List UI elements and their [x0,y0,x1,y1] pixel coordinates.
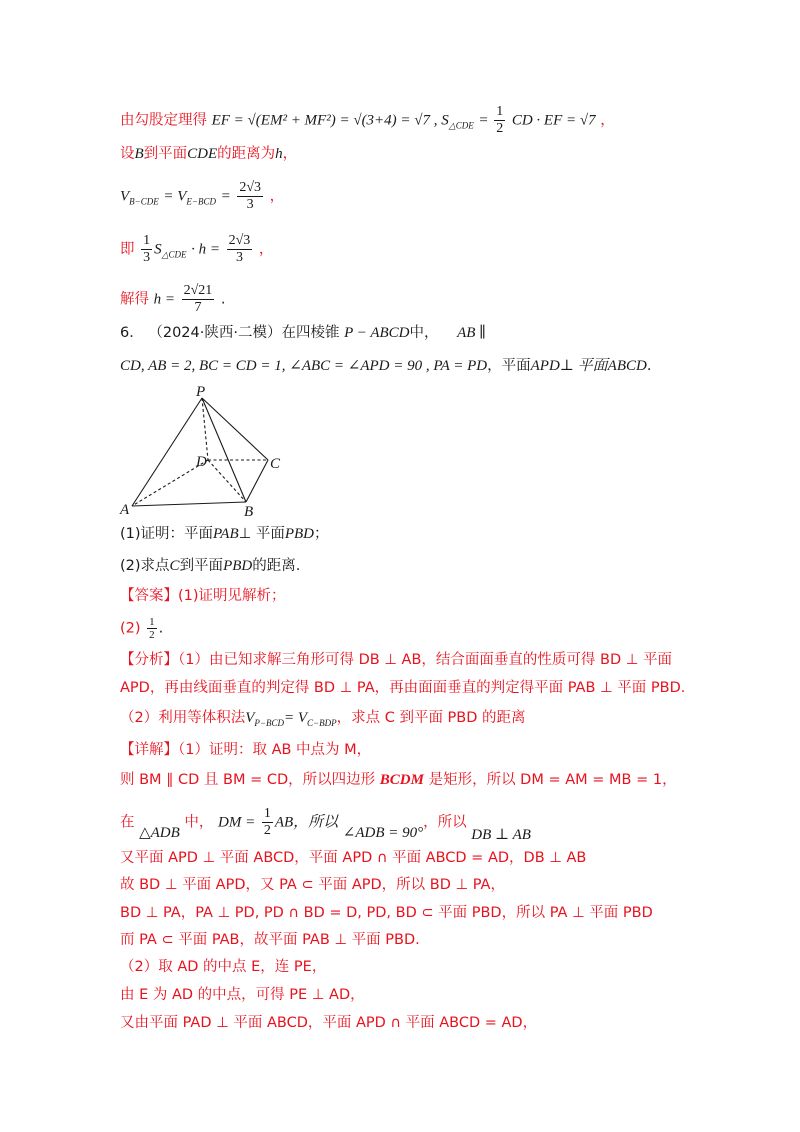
numerator: 1 [263,806,271,821]
formula: = [220,188,231,205]
conditions: CD, AB = 2, BC = CD = 1, ∠ABC = ∠APD = 90 , PA = PD [120,358,488,374]
text: 即 [120,241,135,258]
label-c: C [270,456,281,472]
text: 在 [120,814,135,831]
fraction [227,233,253,266]
problem-heading [120,323,486,343]
text: 解得 [120,291,149,308]
text: (2) [120,620,141,637]
formula: DB ⊥ AB [471,826,531,843]
plane-abcd: ABCD [607,358,647,374]
formula: · h = [191,241,221,258]
text: ，所以 [423,814,467,831]
plane-pab: PAB [213,526,239,542]
formula: = V [163,188,187,205]
formula: S [154,241,162,258]
formula: AB ∥ [457,325,487,341]
detail-label: 【详解】 [120,742,178,758]
text: 中， [184,814,214,831]
text: 是矩形，所以 DM = AM = MB = 1， [428,772,677,788]
plane-apd: APD [530,358,560,374]
formula: h = [153,291,175,308]
answer-line-1 [120,586,286,606]
numerator: 2√3 [239,180,262,195]
solution-line-5 [120,283,226,316]
analysis-label: 【分析】 [120,652,178,668]
numerator: 1 [143,233,151,248]
edge-pa [132,398,202,506]
subscript: △CDE [448,120,474,131]
numerator: 1 [496,104,504,119]
fraction [147,616,157,641]
numerator: 2√3 [228,233,251,248]
label-p: P [196,384,206,400]
angle-adb: ∠ADB = 90° [342,824,424,841]
perp-text: ⊥ 平面 [559,358,608,374]
denominator: 3 [246,197,254,212]
analysis-text: （1）由已知求解三角形可得 DB ⊥ AB，结合面面垂直的性质可得 BD ⊥ 平面 [178,652,672,668]
denominator: 3 [143,250,151,265]
text: (2)求点 [120,558,170,574]
subscript: C−BDP [307,718,337,728]
quad-bcdm: BCDM [379,772,424,788]
detail-line-1 [120,740,371,760]
text: ， [269,188,285,205]
denominator: 3 [235,250,243,265]
text: 中， [409,325,439,341]
label-b: B [244,504,254,520]
formula: = V [283,710,308,726]
pyramid-figure [118,380,298,520]
detail-text: 而 PA ⊂ 平面 PAB，故平面 PAB ⊥ 平面 PBD. [120,932,420,948]
solution-line-4 [120,233,273,266]
problem-conditions [120,356,651,376]
analysis-line-3 [120,708,526,733]
detail-line-7 [120,930,420,950]
fraction [262,806,273,839]
text: ，平面 [487,358,531,374]
edge-pd [202,398,208,460]
detail-text: 又平面 APD ⊥ 平面 ABCD，平面 APD ∩ 平面 ABCD = AD，DB ⊥ AB [120,850,587,866]
problem-source: （2024·陕西·二模）在四棱锥 [148,325,340,341]
formula: AB，所以 [274,814,339,831]
edge-db [208,460,246,502]
detail-text: 由 E 为 AD 的中点，可得 PE ⊥ AD， [120,987,365,1003]
detail-line-6 [120,903,653,923]
text: ，求点 C 到平面 PBD 的距离 [336,710,526,726]
solution-line-3 [120,180,284,213]
detail-line-5 [120,875,505,895]
text: . [220,291,226,308]
text: ， [282,146,298,162]
subscript: B−CDE [129,196,159,207]
text: ⊥ 平面 [238,526,285,542]
edge-pc [202,398,268,460]
text: ， [600,112,615,129]
formula: DM = [218,814,256,831]
var-h: h [275,146,283,162]
point-b: B [134,146,144,162]
detail-line-8 [120,957,326,977]
formula: EF = √(EM² + MF²) = √(3+4) = √7 , S [211,112,449,129]
point-c: C [169,558,180,574]
denominator: 7 [194,300,202,315]
question-1 [120,524,329,544]
subscript: E−BCD [186,196,216,207]
answer-1: (1)证明见解析； [178,588,286,604]
text: 由勾股定理得 [120,112,207,129]
text: . [158,620,164,637]
formula: V [245,710,255,726]
analysis-text: APD，再由线面垂直的判定得 BD ⊥ PA，再由面面垂直的判定得平面 PAB ⊥ 平面 PBD. [120,680,686,696]
text: 则 BM ∥ CD 且 BM = CD，所以四边形 [120,772,376,788]
subscript: △CDE [161,249,187,260]
question-2 [120,556,300,576]
subscript: P−BCD [254,718,284,728]
pyramid-name: P − ABCD [344,325,410,341]
text: . [646,358,652,374]
detail-text: （2）取 AD 的中点 E，连 PE， [120,959,327,975]
detail-text: BD ⊥ PA，PA ⊥ PD, PD ∩ BD = D, PD, BD ⊂ 平面 PBD，所以 PA ⊥ 平面 PBD [120,905,653,921]
solution-line-2 [120,144,297,164]
fraction [237,180,263,213]
text: ； [314,526,329,542]
detail-text: 故 BD ⊥ 平面 APD，又 PA ⊂ 平面 APD，所以 BD ⊥ PA， [120,877,505,893]
fraction [494,104,505,137]
plane-cde: CDE [187,146,218,162]
text: ， [258,241,274,258]
detail-line-9 [120,985,365,1005]
detail-line-2 [120,770,677,790]
answer-label: 【答案】 [120,588,178,604]
text: 的距离. [252,558,301,574]
analysis-line-2 [120,678,685,698]
solution-line-1 [120,104,615,137]
text: (1)证明：平面 [120,526,214,542]
detail-text: 又由平面 PAD ⊥ 平面 ABCD，平面 APD ∩ 平面 ABCD = AD， [120,1015,538,1031]
plane-pbd: PBD [284,526,315,542]
fraction [182,283,215,316]
text: （2）利用等体积法 [120,710,246,726]
text: 到平面 [143,146,188,162]
edge-bc [246,460,268,502]
numerator: 1 [149,616,155,628]
label-d: D [196,454,207,470]
plane-pbd: PBD [223,558,253,574]
numerator: 2√21 [183,283,213,298]
detail-line-10 [120,1013,537,1033]
label-a: A [120,502,130,518]
fraction [141,233,152,266]
answer-line-2 [120,616,163,641]
text: 设 [120,146,135,162]
formula: = [478,112,493,129]
detail-text: （1）证明：取 AB 中点为 M， [178,742,372,758]
edge-pb [202,398,246,502]
formula: V [120,188,130,205]
formula: CD · EF = √7 [511,112,596,129]
text: 的距离为 [217,146,276,162]
analysis-line-1 [120,650,672,670]
detail-line-3 [120,806,531,843]
detail-line-4 [120,848,586,868]
edge-ab [132,502,246,506]
triangle-adb: △ADB [139,824,180,841]
denominator: 2 [149,629,155,641]
denominator: 2 [263,823,271,838]
denominator: 2 [496,121,504,136]
text: 到平面 [179,558,224,574]
problem-number: 6． [120,325,144,341]
